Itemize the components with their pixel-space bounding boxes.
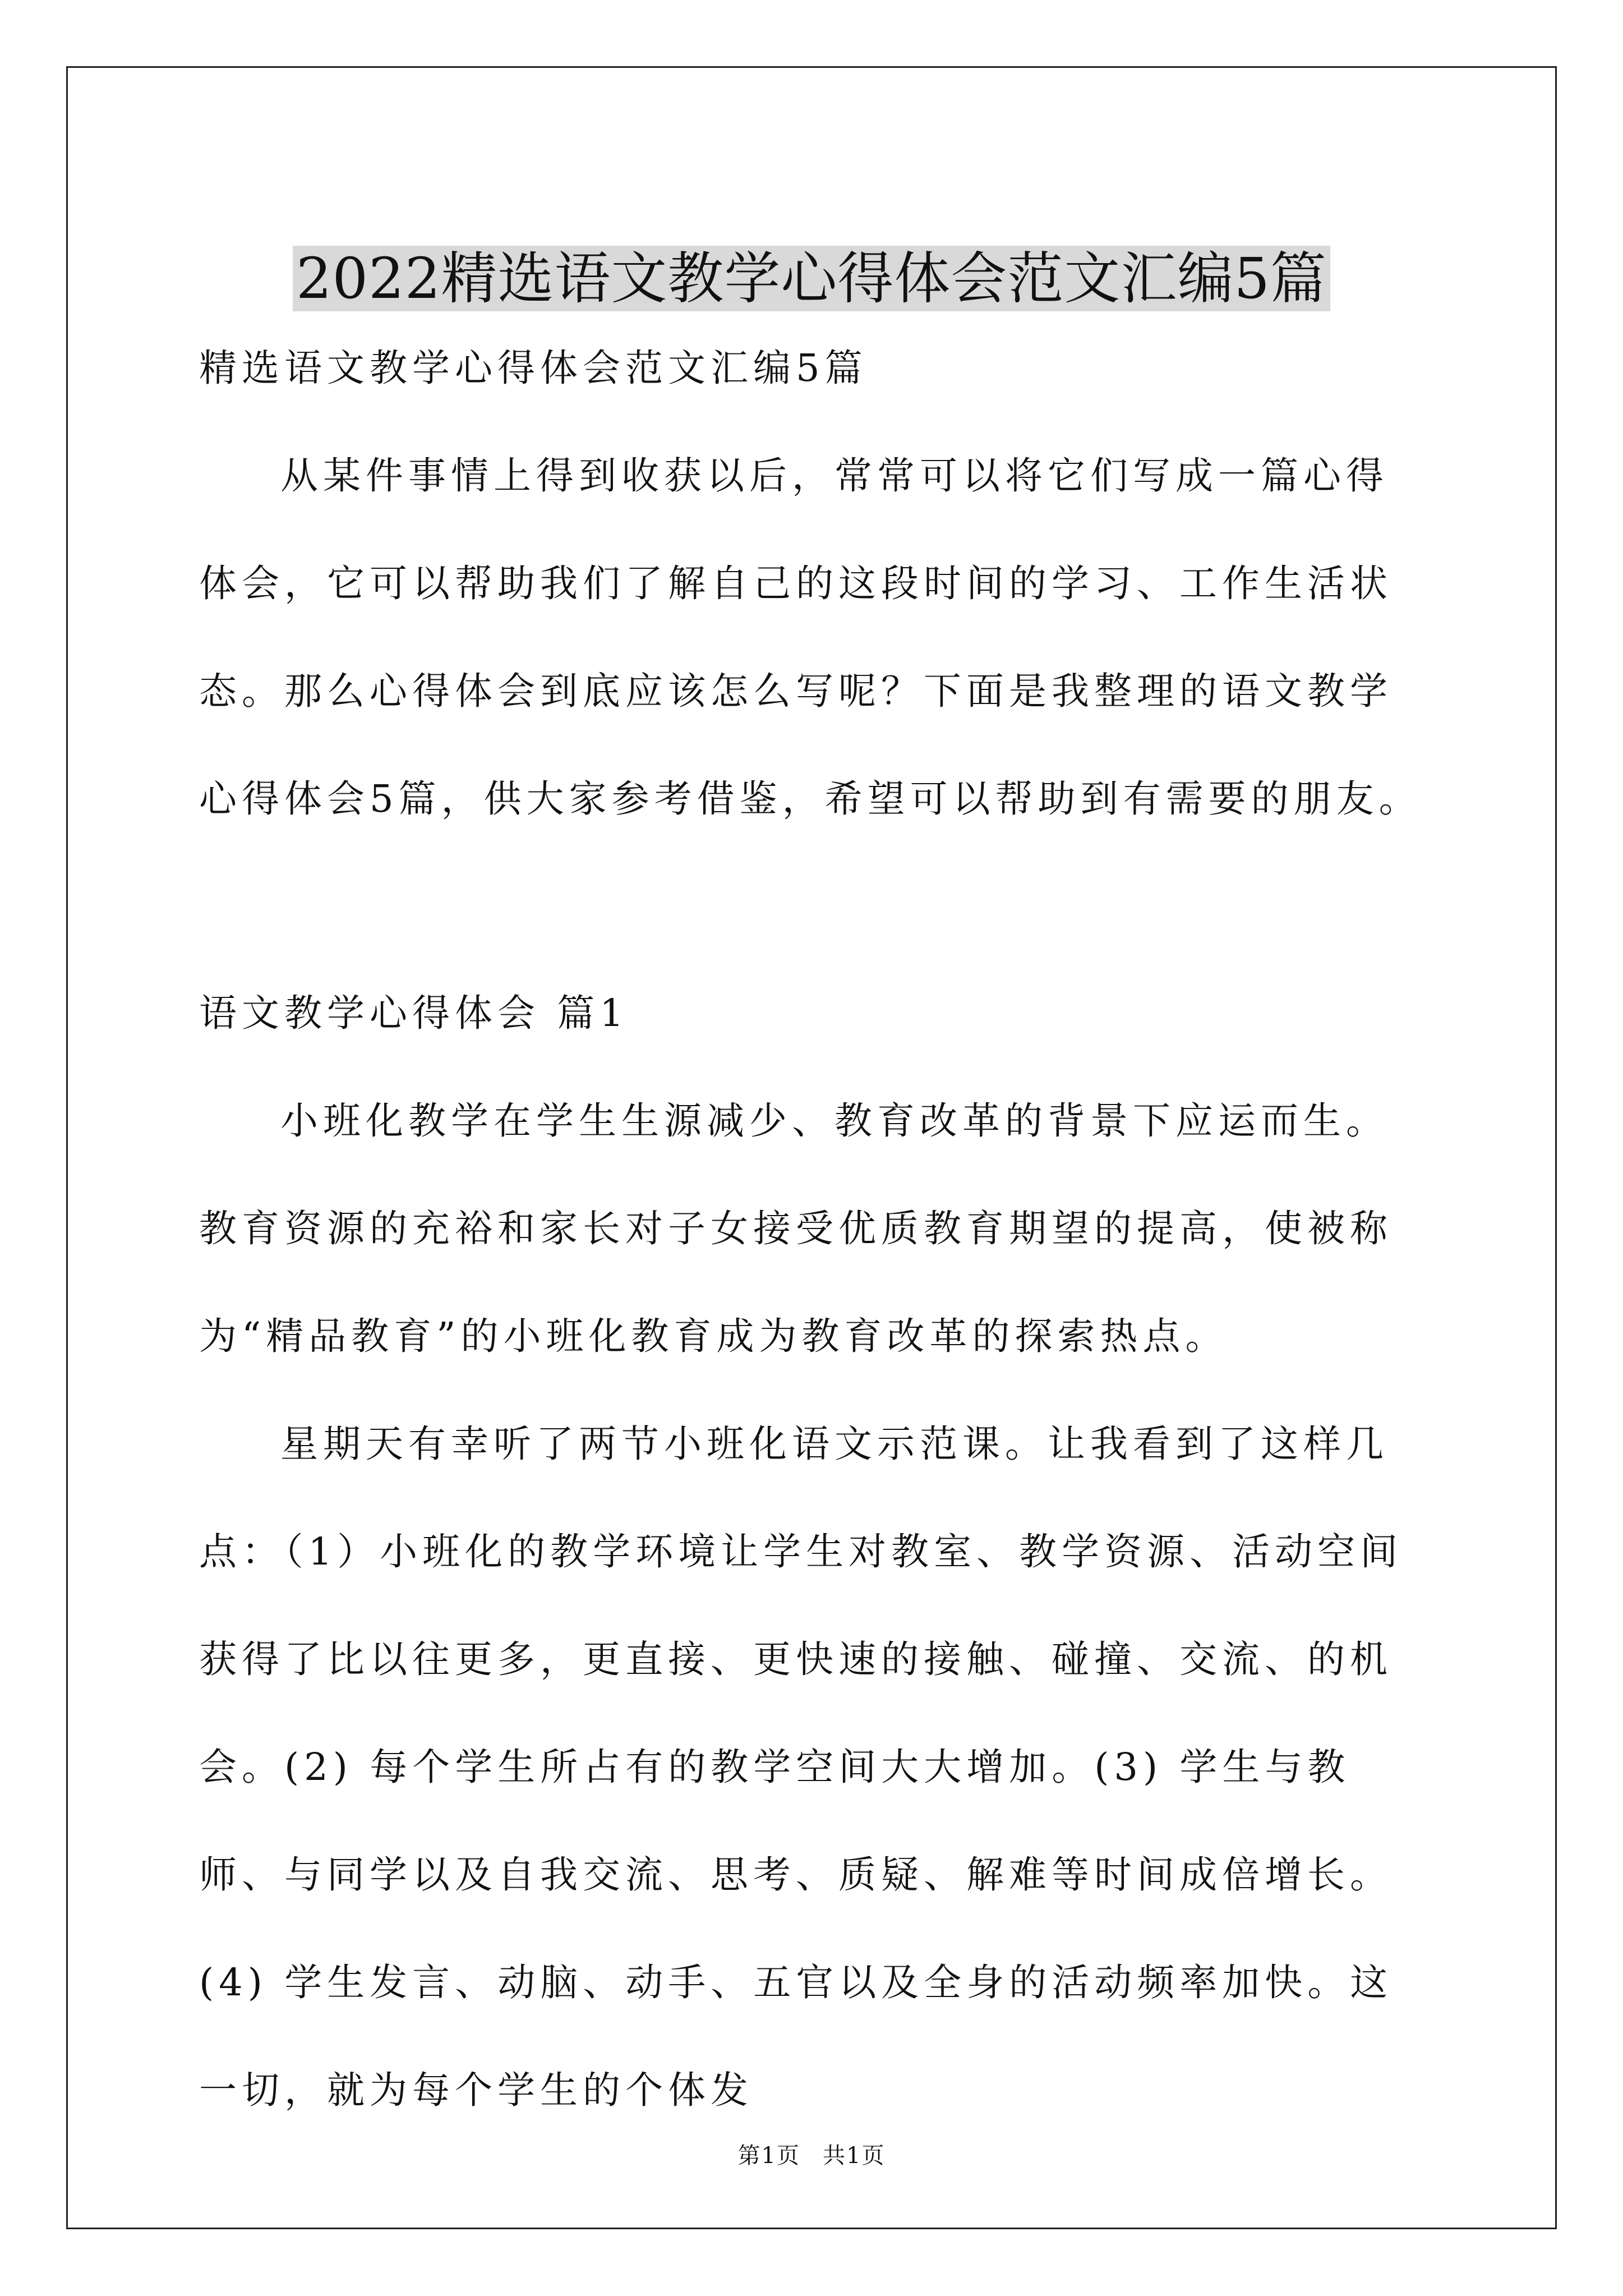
body-paragraph-1: 小班化教学在学生生源减少、教育改革的背景下应运而生。教育资源的充裕和家长对子女接受优质教育期望的提高，使被称为“精品教育”的小班化教育成为教育改革的探索热点。 xyxy=(199,1099,1393,1358)
body-paragraph-2: 星期天有幸听了两节小班化语文示范课。让我看到了这样几点：（1）小班化的教学环境让学生对教室、教学资源、活动空间获得了比以往更多，更直接、更快速的接触、碰撞、交流、的机会。(2) 每个学生所占有的教学空间大大增加。(3) 学生与教师、与同学以及自我交流、思考、质疑、解难等时间成倍增长。(4) 学生发言、动脑、动手、五官以及全身的活动频率加快。这一切，就为每个学生的个体发 xyxy=(199,1422,1403,2112)
page-footer xyxy=(0,2142,1623,2170)
document-title xyxy=(0,242,1623,315)
document-title-text: 2022精选语文教学心得体会范文汇编5篇 xyxy=(293,246,1330,311)
page-total: 共1页 xyxy=(823,2143,886,2169)
intro-paragraph: 从某件事情上得到收获以后，常常可以将它们写成一篇心得体会，它可以帮助我们了解自己的这段时间的学习、工作生活状态。那么心得体会到底应该怎么写呢？下面是我整理的语文教学心得体会5篇，供大家参考借鉴，希望可以帮助到有需要的朋友。 xyxy=(199,454,1422,821)
document-body xyxy=(199,314,1427,2144)
section-heading: 语文教学心得体会 篇1 xyxy=(199,991,629,1035)
page-number: 第1页 xyxy=(737,2143,800,2169)
document-subtitle: 精选语文教学心得体会范文汇编5篇 xyxy=(199,346,868,390)
